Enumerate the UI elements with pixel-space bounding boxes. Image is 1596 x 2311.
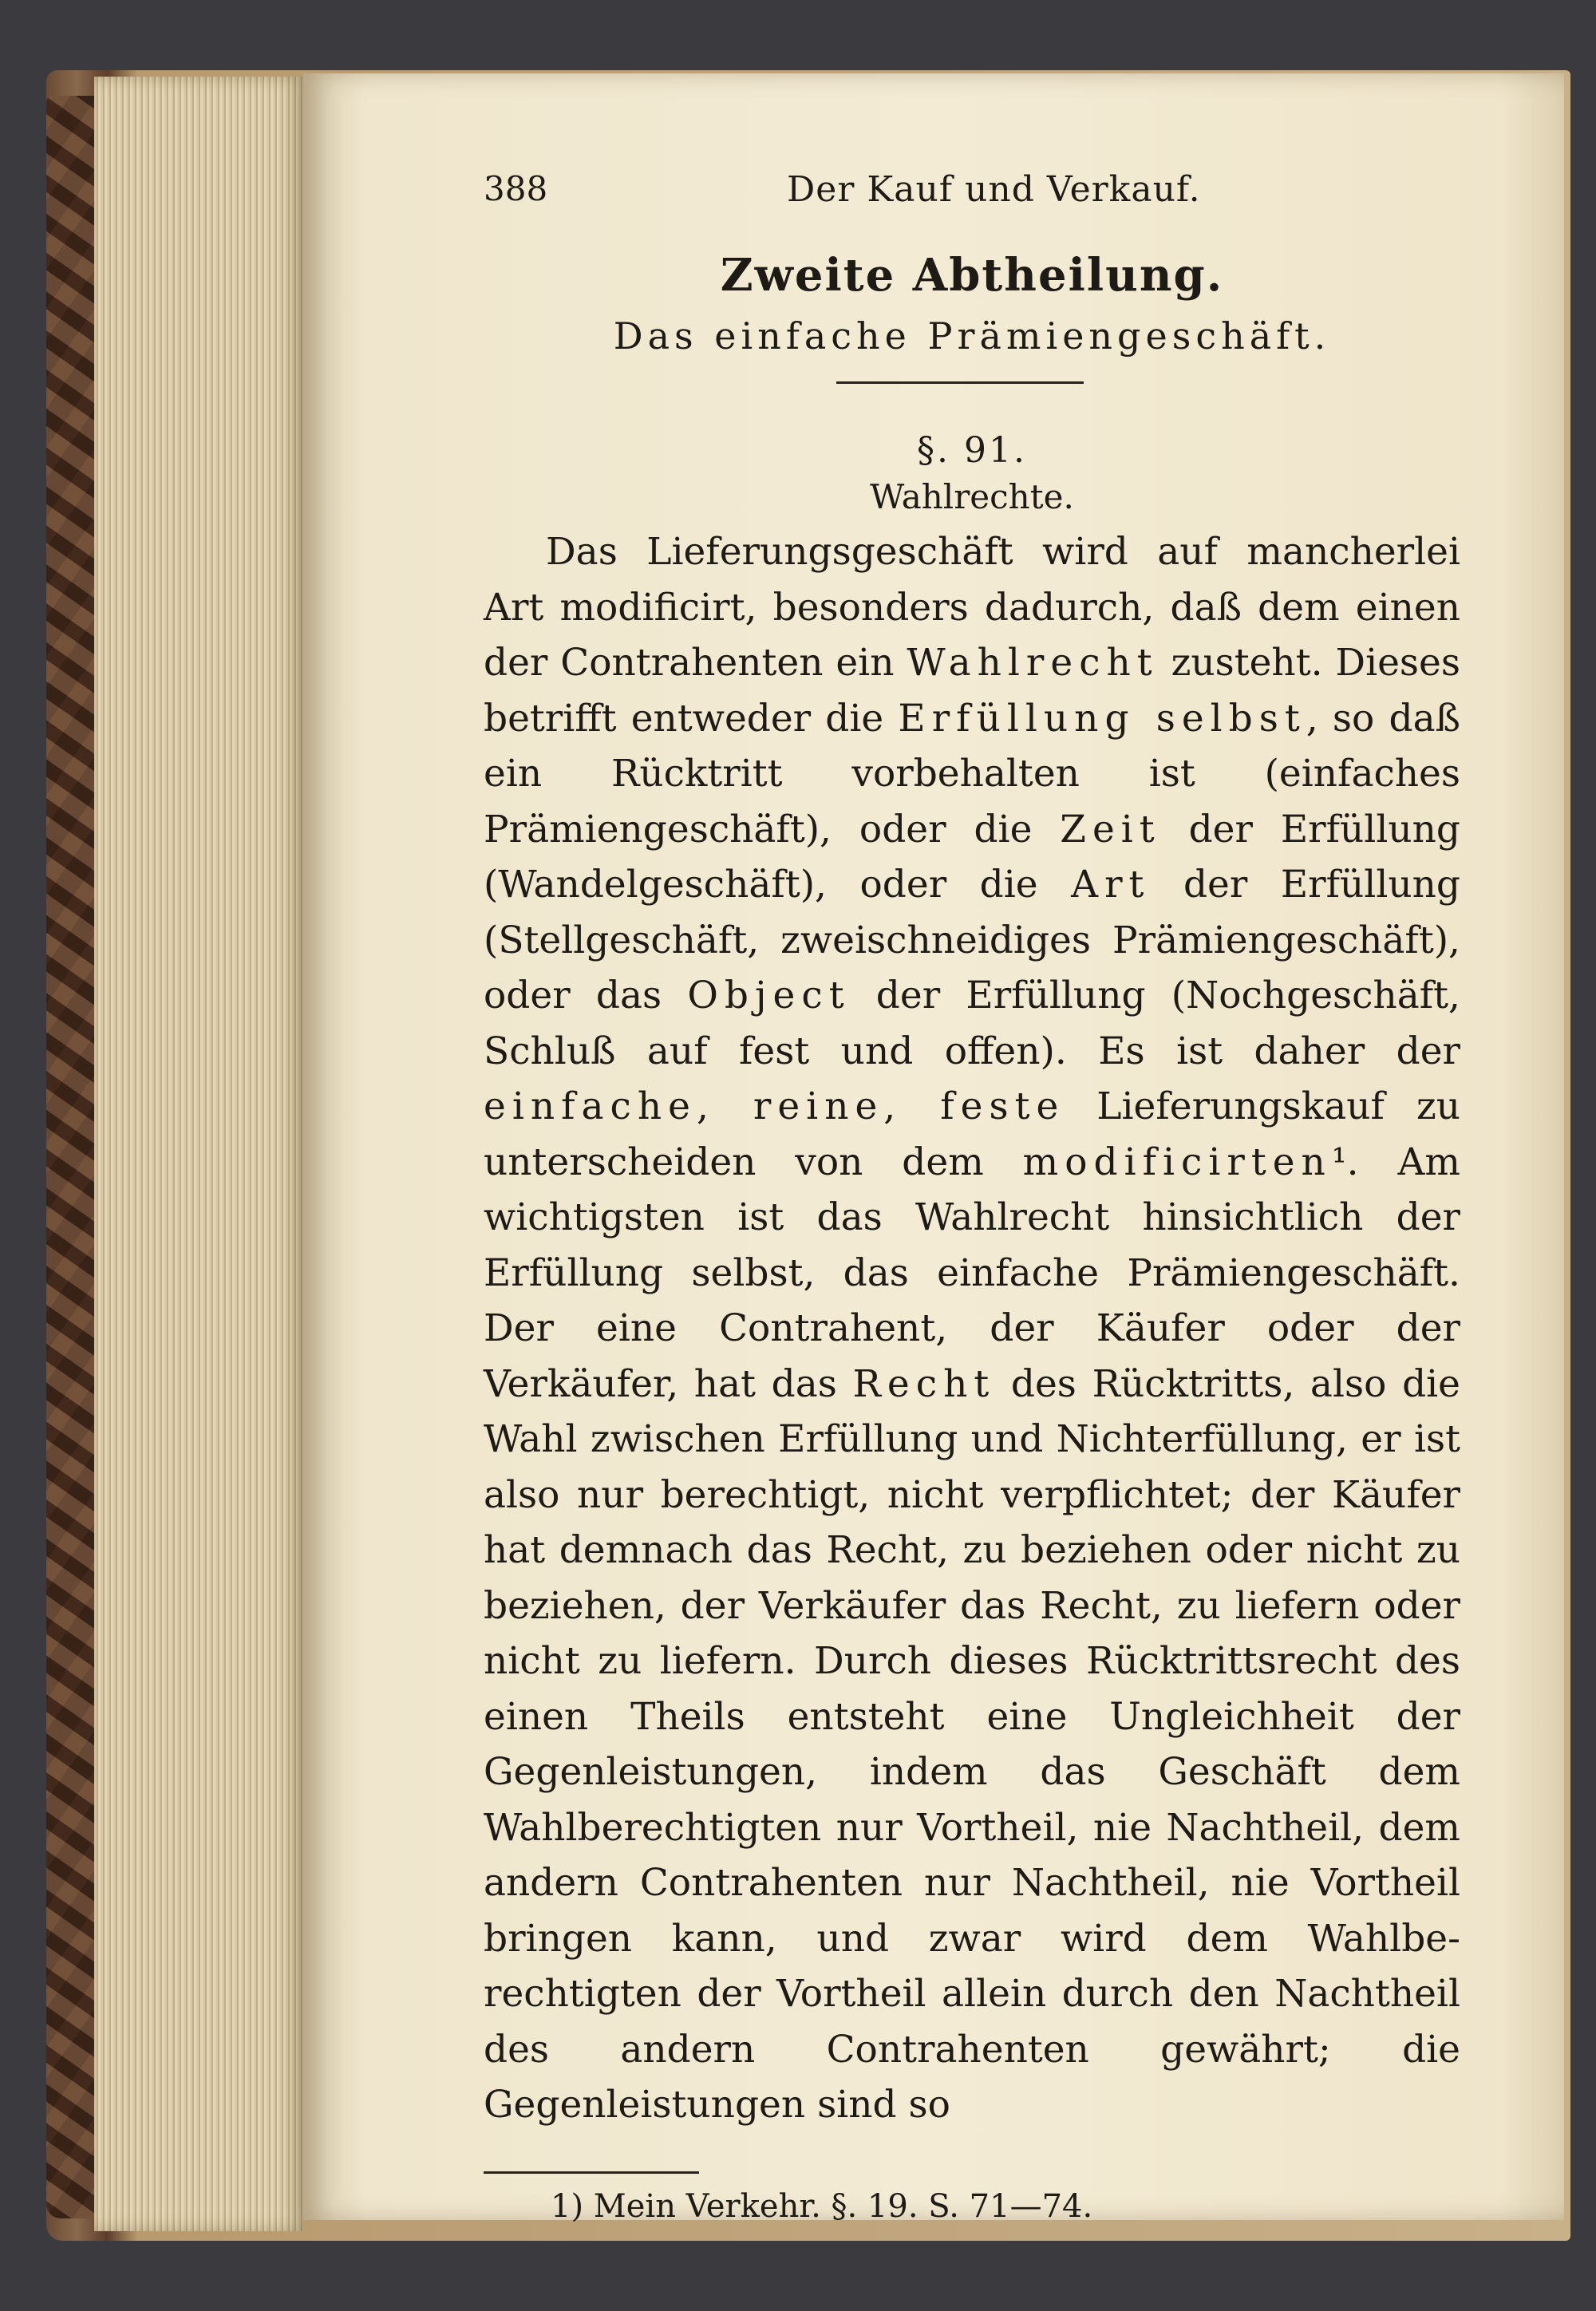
emphasis: Erfüllung selbst [898,696,1306,741]
body-text: des Rücktritts, also die Wahl zwischen Erfüllung und Nichterfüllung, er ist also nur berechtigt, nicht verpflichtet; der Käufer hat demnach das Recht, zu beziehen oder nicht zu beziehen, der Verkäufer das Recht, zu liefern oder nicht zu liefern. Durch dieses Rücktrittsrecht des einen Theils entsteht eine Ungleichheit der Gegenleistungen, indem das Geschäft dem Wahlberechtigten nur Vortheil, nie Nachtheil, dem andern Contrahenten nur Nachtheil, nie Vortheil bringen kann, und zwar wird dem Wahlberechtigten der Vortheil allein durch den Nachtheil des andern Contrahenten gewährt; die Gegenleistungen sind so [484,1361,1460,2127]
body-text: der Erfüllung (Stellgeschäft, zweischneidiges Prämiengeschäft), oder das [484,863,1460,1017]
body-paragraph [484,524,1460,2133]
emphasis: Art [1071,863,1151,907]
body-text: zusteht. Dieses betrifft entweder die [484,641,1460,741]
page-number: 388 [484,169,548,208]
emphasis: Zeit [1060,807,1161,851]
running-title: Der Kauf und Verkauf. [787,169,1201,210]
footnote: 1) Mein Verkehr. §. 19. S. 71—74. [551,2187,1093,2225]
body-text: Lieferungskauf zu unterscheiden von dem [484,1084,1460,1184]
page-edges [94,77,303,2231]
emphasis: Recht [852,1361,996,1406]
marbled-cover [46,96,94,2218]
body-text: der Erfüllung (Wandelgeschäft), oder die [484,807,1460,907]
section-title: Wahlrechte. [870,477,1074,516]
emphasis: Wahlrecht [907,641,1159,685]
body-text: ¹. Am wichtigsten ist das Wahlrecht hinsichtlich der Erfüllung selbst, das einfache Prämiengeschäft. Der eine Contrahent, der Käufer oder der Verkäufer, hat das [484,1140,1460,1406]
part-heading: Zweite Abtheilung. [720,249,1224,302]
footnote-rule [484,2171,699,2174]
body-text: der Erfüllung (Nochgeschäft, Schluß auf fest und offen). Es ist daher der [484,974,1460,1073]
body-text: , so daß ein Rücktritt vorbehalten ist (einfaches Prämiengeschäft), oder die [484,696,1460,851]
body-text: Das Lieferungsgeschäft wird auf mancherlei Art modificirt, besonders dadurch, daß dem einen der Contrahenten ein [484,530,1460,685]
page-text [484,169,1460,2225]
subheading: Das einfache Prämiengeschäft. [613,314,1331,358]
heading-rule [836,381,1084,384]
emphasis: einfache, reine, feste [484,1084,1065,1128]
running-head [484,169,1460,225]
emphasis: Object [687,974,851,1017]
emphasis: modificirten [1022,1140,1332,1184]
section-number: §. 91. [917,430,1027,471]
